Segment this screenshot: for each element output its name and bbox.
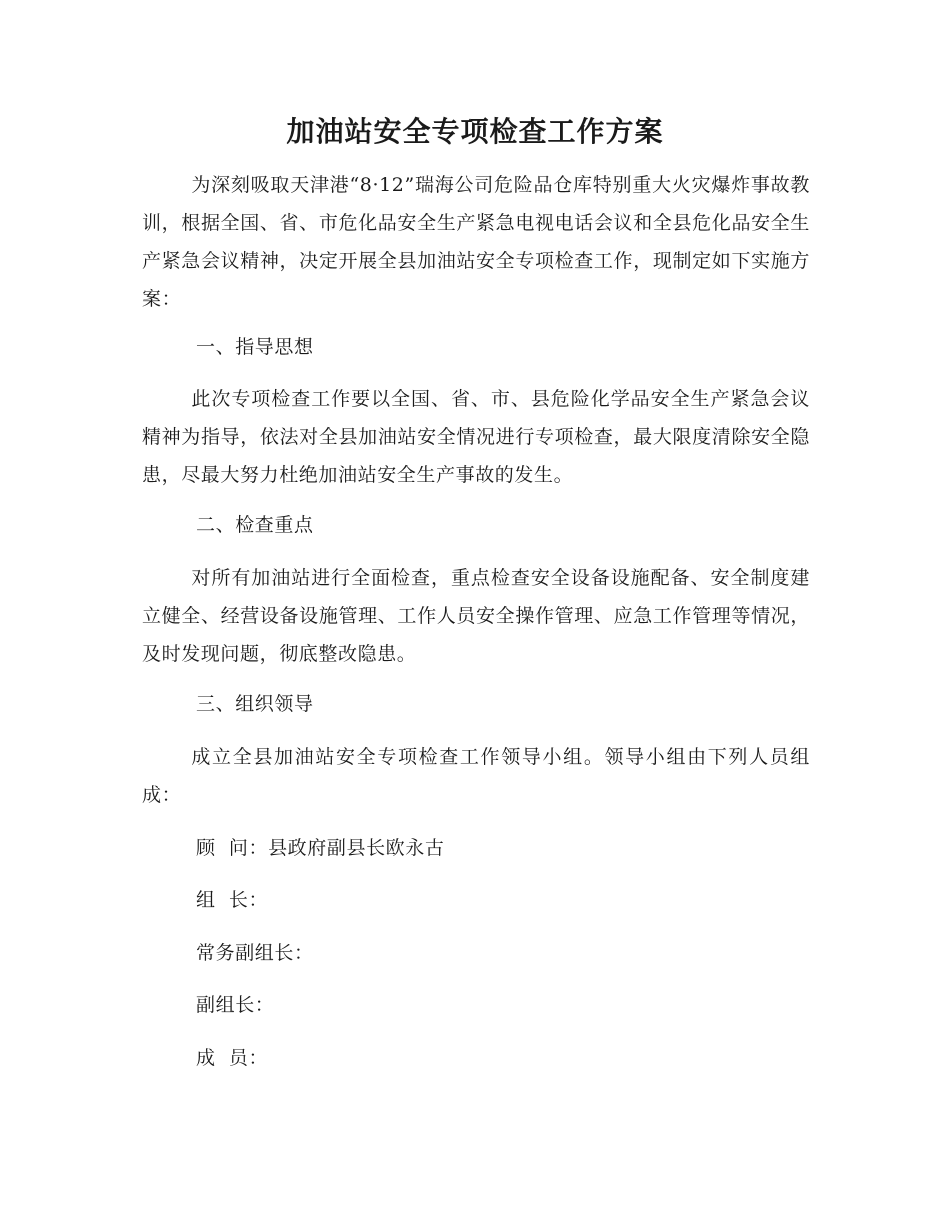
document-title: 加油站安全专项检查工作方案 bbox=[286, 115, 664, 148]
section-heading-guiding-ideology: 一、指导思想 bbox=[196, 336, 314, 358]
section-text-organization: 成立全县加油站安全专项检查工作领导小组。领导小组由下列人员组成： bbox=[142, 746, 810, 806]
section-text-guiding-ideology: 此次专项检查工作要以全国、省、市、县危险化学品安全生产紧急会议精神为指导，依法对全县加油站安全情况进行专项检查，最大限度清除安全隐患，尽最大努力杜绝加油站安全生产事故的发生。 bbox=[142, 388, 810, 486]
section-heading-organization: 三、组织领导 bbox=[196, 693, 314, 715]
intro-paragraph: 为深刻吸取天津港“8·12”瑞海公司危险品仓库特别重大火灾爆炸事故教训，根据全国、省、市危化品安全生产紧急电视电话会议和全县危化品安全生产紧急会议精神，决定开展全县加油站安全专项检查工作，现制定如下实施方案： bbox=[142, 174, 810, 310]
section-heading-inspection-focus: 二、检查重点 bbox=[196, 514, 314, 536]
member-advisor: 顾 问：县政府副县长欧永古 bbox=[196, 837, 445, 859]
member-executive-deputy-leader: 常务副组长： bbox=[196, 942, 314, 964]
member-leader: 组 长： bbox=[196, 889, 269, 911]
section-text-inspection-focus: 对所有加油站进行全面检查，重点检查安全设备设施配备、安全制度建立健全、经营设备设施管理、工作人员安全操作管理、应急工作管理等情况，及时发现问题，彻底整改隐患。 bbox=[142, 567, 810, 665]
member-deputy-leader: 副组长： bbox=[196, 994, 275, 1016]
member-members: 成 员： bbox=[196, 1047, 269, 1069]
